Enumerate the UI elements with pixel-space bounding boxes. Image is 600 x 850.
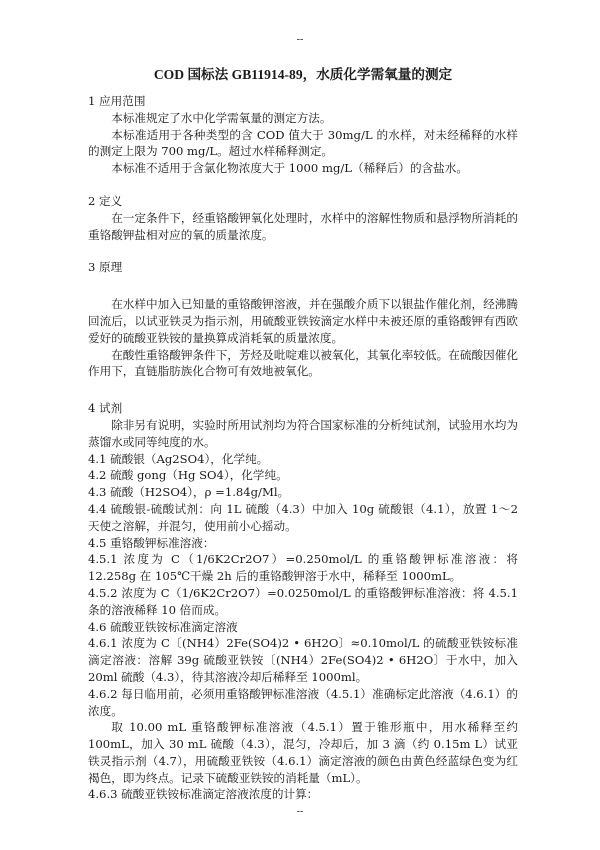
paragraph: 本标准规定了水中化学需氧量的测定方法。 [111, 110, 332, 125]
section-heading: 2 定义 [88, 193, 123, 208]
reagent-item: 4.4 硫酸银-硫酸试剂：向 1L 硫酸（4.3）中加入 10g 硫酸银（4.1），放置 1～2 天使之溶解，并混匀，使用前小心摇动。 [88, 501, 518, 533]
paragraph: 在一定条件下，经重铬酸钾氧化处理时，水样中的溶解性物质和悬浮物所消耗的重铬酸钾盐相对应的氧的质量浓度。 [88, 210, 518, 242]
paragraph: 本标准不适用于含氯化物浓度大于 1000 mg/L（稀释后）的含盐水。 [111, 161, 468, 176]
reagent-item: 4.5 重铬酸钾标准溶液： [88, 535, 215, 550]
section-reagents [88, 400, 518, 803]
paragraph: 本标准适用于各种类型的含 COD 值大于 30mg/L 的水样，对未经稀释的水样的测定上限为 700 mg/L。超过水样稀释测定。 [88, 127, 518, 159]
reagent-item: 4.5.1 浓度为 C（1/6K2Cr2O7）=0.250mol/L 的重铬酸钾标准溶液：将 12.258g 在 105℃干燥 2h 后的重铬酸钾溶于水中，稀释至 1000mL。 [88, 552, 518, 584]
page-header-mark: -- [296, 34, 304, 45]
paragraph: 取 10.00 mL 重铬酸钾标准溶液（4.5.1）置于锥形瓶中，用水稀释至约 100mL，加入 30 mL 硫酸（4.3），混匀，冷却后，加 3 滴（约 0.15m L）试亚铁灵指示剂（4.7），用硫酸亚铁铵（4.6.1）滴定溶液的颜色由黄色经蓝绿色变为红褐色，即为终点。记录下硫酸亚铁铵的消耗量（mL）。 [88, 720, 518, 785]
section-principle [88, 259, 518, 380]
reagent-item: 4.6 硫酸亚铁铵标准滴定溶液 [88, 619, 238, 634]
reagent-item: 4.5.2 浓度为 C（1/6K2Cr2O7）=0.0250mol/L 的重铬酸钾标准溶液：将 4.5.1 条的溶液稀释 10 倍而成。 [88, 585, 518, 617]
paragraph: 在水样中加入已知量的重铬酸钾溶液，并在强酸介质下以银盐作催化剂，经沸腾回流后，以试亚铁灵为指示剂，用硫酸亚铁铵滴定水样中未被还原的重铬酸钾有西欧爱好的硫酸亚铁铵的量换算成消耗氧的质量浓度。 [88, 297, 518, 345]
reagent-item: 4.6.2 每日临用前，必须用重铬酸钾标准溶液（4.5.1）准确标定此溶液（4.6.1）的浓度。 [88, 686, 518, 718]
reagent-item: 4.3 硫酸（H2SO4），ρ =1.84g/Ml。 [88, 485, 290, 500]
reagent-item: 4.2 硫酸 gong（Hg SO4），化学纯。 [88, 468, 288, 483]
paragraph: 在酸性重铬酸钾条件下，芳烃及吡啶难以被氧化，其氧化率较低。在硫酸因催化作用下，直链脂肪族化合物可有效地被氧化。 [88, 347, 518, 379]
document-body [88, 66, 518, 803]
reagent-item: 4.6.3 硫酸亚铁铵标准滴定溶液浓度的计算： [88, 787, 319, 802]
section-application-scope [88, 93, 518, 177]
section-heading: 4 试剂 [88, 401, 123, 416]
page-footer-mark: -- [296, 806, 304, 817]
section-definition [88, 193, 518, 243]
reagent-item: 4.6.1 浓度为 C〔(NH4）2Fe(SO4)2 • 6H2O〕≈0.10mol/L 的硫酸亚铁铵标准滴定溶液：溶解 39g 硫酸亚铁铵〔(NH4）2Fe(SO4)2 • 6H2O〕于水中，加入 20ml 硫酸（4.3），待其溶液冷却后稀释至 1000ml。 [88, 636, 518, 684]
paragraph: 除非另有说明，实验时所用试剂均为符合国家标准的分析纯试剂，试验用水均为蒸馏水或同等纯度的水。 [88, 417, 518, 449]
section-heading: 3 原理 [88, 260, 123, 275]
document-title: COD 国标法 GB11914-89，水质化学需氧量的测定 [153, 67, 453, 82]
reagent-item: 4.1 硫酸银（Ag2SO4），化学纯。 [88, 451, 269, 466]
section-heading: 1 应用范围 [88, 94, 146, 108]
